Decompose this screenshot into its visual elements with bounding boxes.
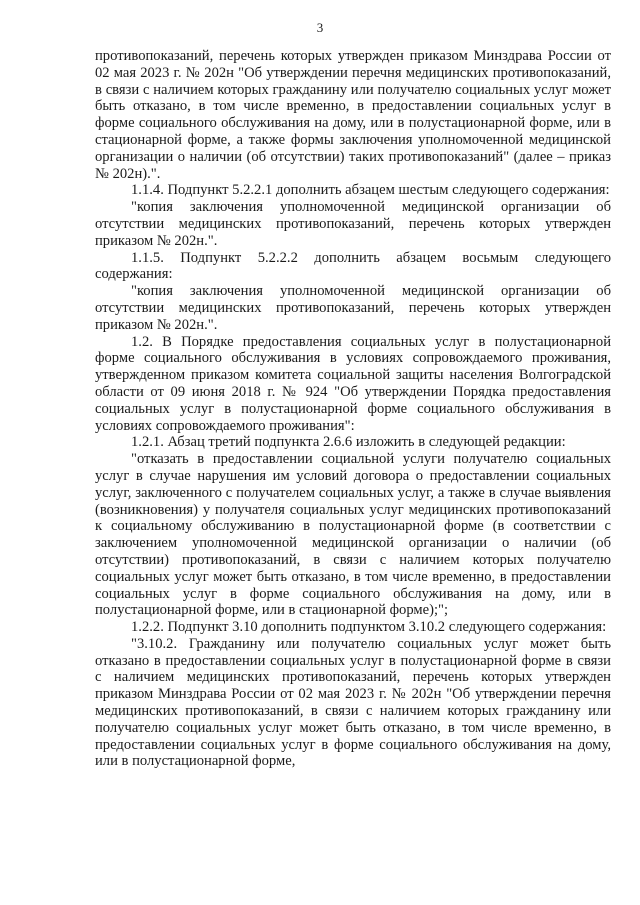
paragraph-1-2-1-quote: "отказать в предоставлении социальной услуги получателю социальных услуг в случае нарушения им условий договора о предоставлении социальных услуг, заключенного с получателем социальных услуг, а также в случае выявления (возникновения) у получателя социальных услуг медицинских противопоказаний к социальному обслуживанию в полустационарной форме (в соответствии с заключением уполномоченной медицинской организации о наличии (об отсутствии) противопоказаний, в связи с наличием которых получателю социальных услуг может быть отказано, в том числе временно, в предоставлении социальных услуг в форме социального обслуживания на дому, или в полустационарной форме, или в стационарной форме);"; xyxy=(95,451,611,619)
paragraph-1-1-5-quote: "копия заключения уполномоченной медицинской организации об отсутствии медицинских противопоказаний, перечень которых утвержден приказом № 202н.". xyxy=(95,283,611,333)
paragraph-3-10-2-quote: "3.10.2. Гражданину или получателю социальных услуг может быть отказано в предоставлении социальных услуг в полустационарной форме в связи с наличием медицинских противопоказаний, перечень которых утвержден приказом Минздрава России от 02 мая 2023 г. № 202н "Об утверждении перечня медицинских противопоказаний, в связи с наличием которых гражданину или получателю социальных услуг может быть отказано, в том числе временно, в предоставлении социальных услуг в форме социального обслуживания на дому, или в полустационарной форме, xyxy=(95,635,611,770)
page-number: 3 xyxy=(316,20,324,35)
document-body xyxy=(95,48,611,770)
paragraph-1-1-5: 1.1.5. Подпункт 5.2.2.2 дополнить абзацем восьмым следующего содержания: xyxy=(95,249,611,283)
paragraph-1-2: 1.2. В Порядке предоставления социальных услуг в полустационарной форме социального обслуживания в условиях сопровождаемого проживания, утвержденном приказом комитета социальной защиты населения Волгоградской области от 09 июня 2018 г. № 924 "Об утверждении Порядка предоставления социальных услуг в полустационарной форме социального обслуживания в условиях сопровождаемого проживания": xyxy=(95,333,611,434)
paragraph-1-2-1: 1.2.1. Абзац третий подпункта 2.6.6 изложить в следующей редакции: xyxy=(131,434,566,451)
paragraph-1-2-2: 1.2.2. Подпункт 3.10 дополнить подпунктом 3.10.2 следующего содержания: xyxy=(131,619,607,636)
paragraph-continuation: противопоказаний, перечень которых утвержден приказом Минздрава России от 02 мая 2023 г. № 202н "Об утверждении перечня медицинских противопоказаний, в связи с наличием которых гражданину или получателю социальных услуг может быть отказано, в том числе временно, в предоставлении социальных услуг в форме социального обслуживания на дому, или в полустационарной форме, или в стационарной форме, а также формы заключения уполномоченной медицинской организации о наличии (об отсутствии) таких противопоказаний" (далее – приказ № 202н).". xyxy=(95,48,611,182)
paragraph-1-1-4: 1.1.4. Подпункт 5.2.2.1 дополнить абзацем шестым следующего содержания: xyxy=(131,182,610,199)
paragraph-1-1-4-quote: "копия заключения уполномоченной медицинской организации об отсутствии медицинских противопоказаний, перечень которых утвержден приказом № 202н.". xyxy=(95,199,611,249)
